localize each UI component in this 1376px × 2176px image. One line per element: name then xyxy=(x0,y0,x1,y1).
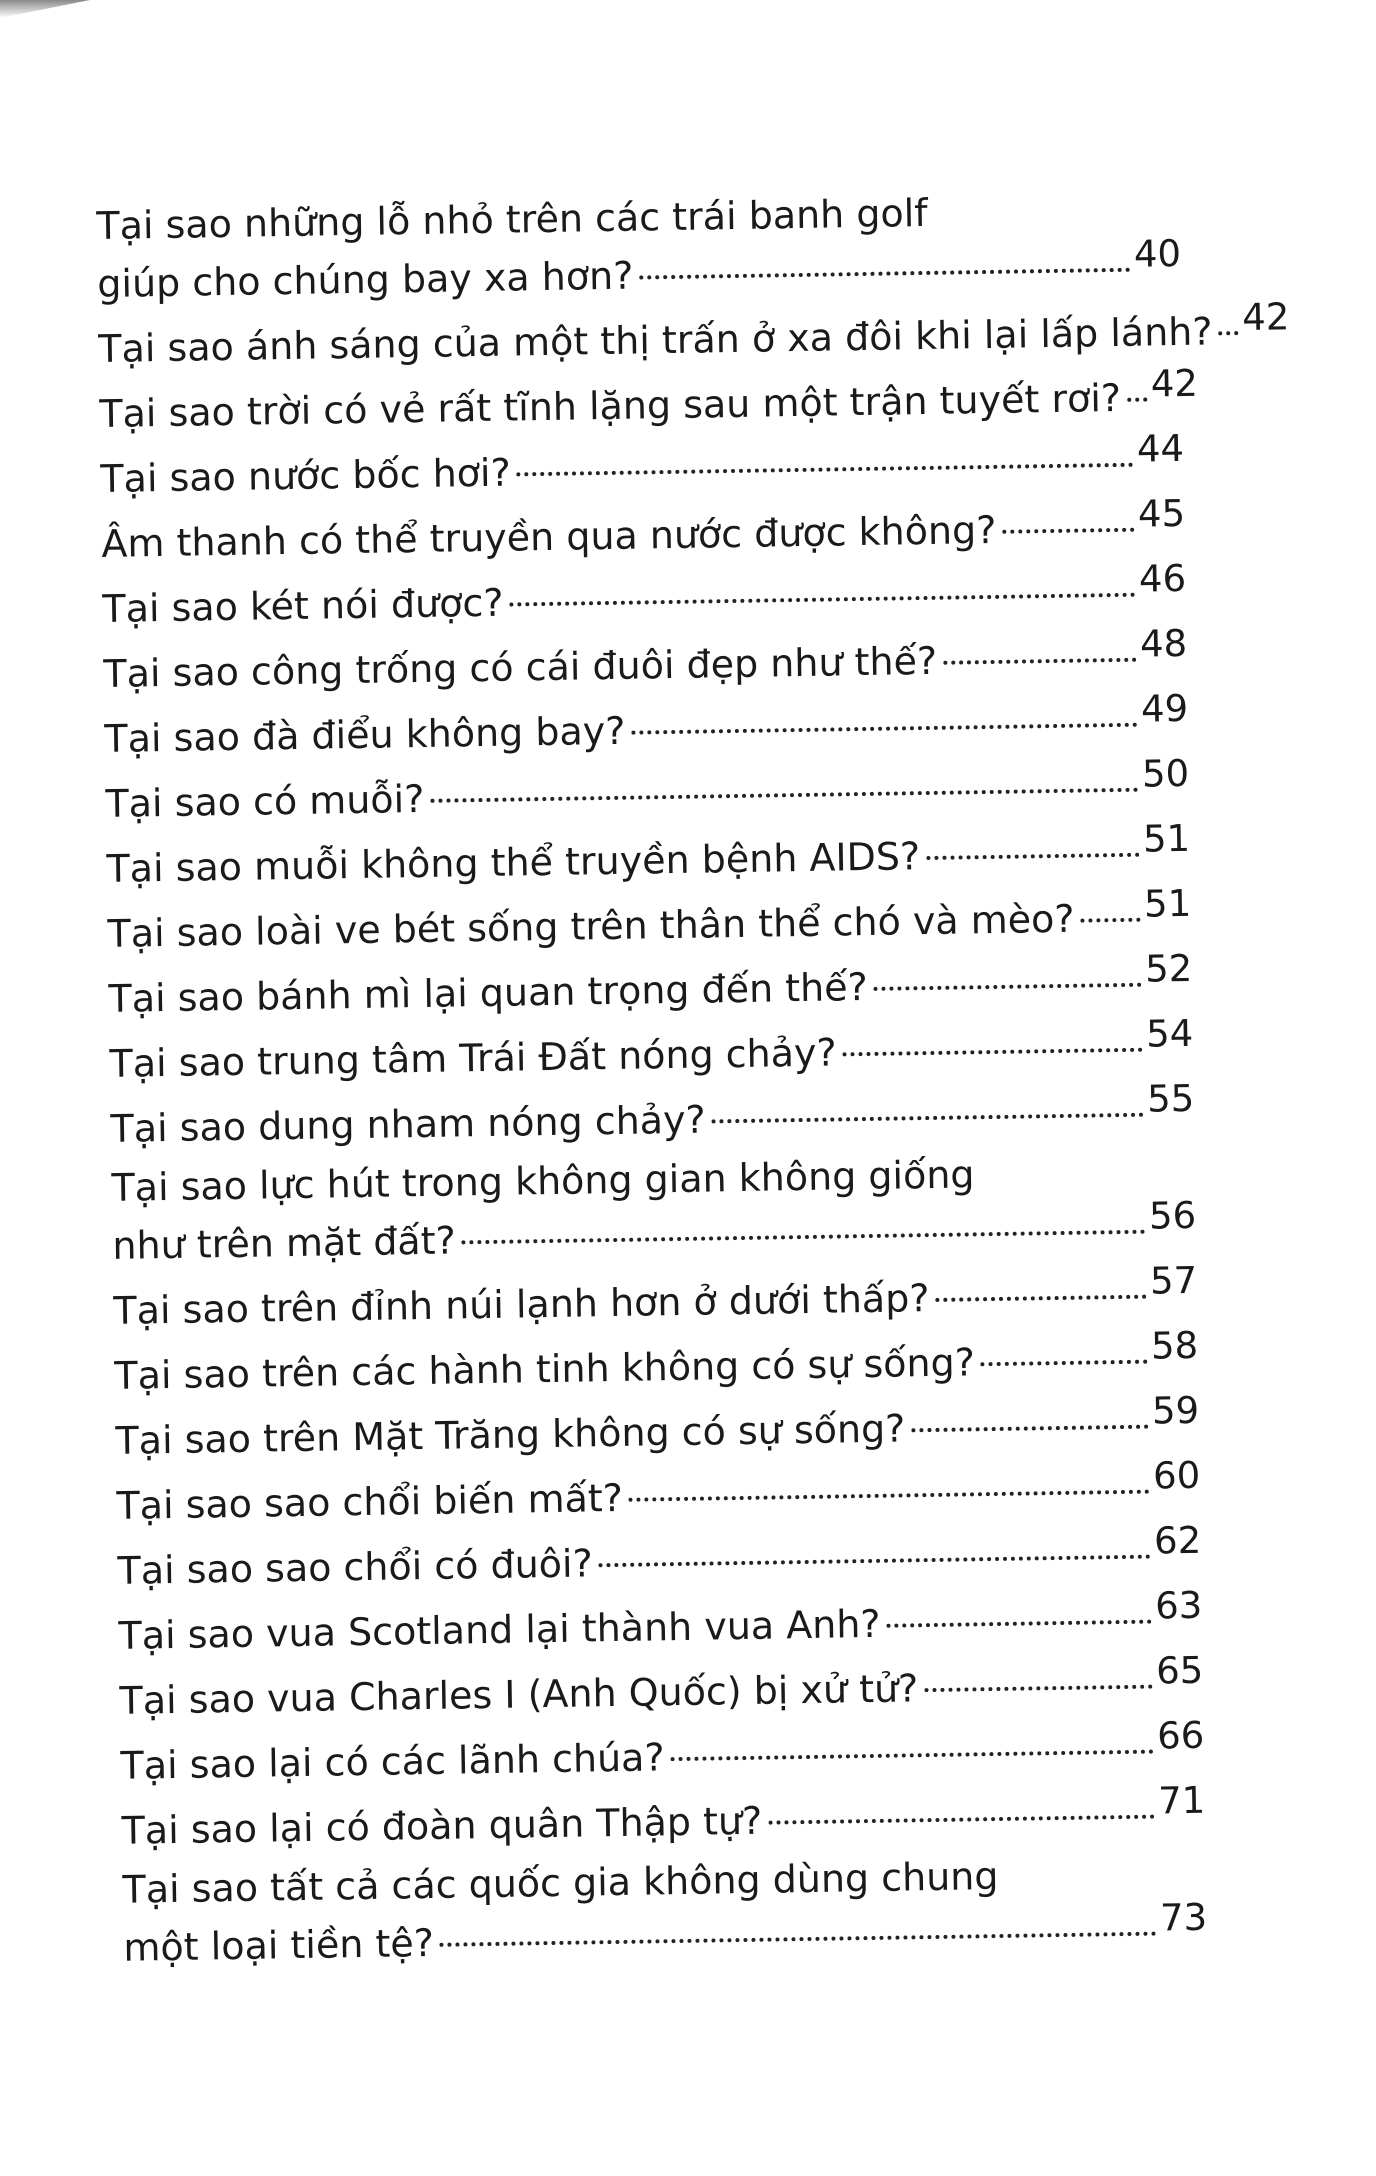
toc-entry-title: Tại sao muỗi không thể truyền bệnh AIDS? xyxy=(106,834,921,891)
toc-entry xyxy=(122,1847,1208,1981)
toc-entry-title: Tại sao ánh sáng của một thị trấn ở xa đôi khi lại lấp lánh? xyxy=(97,309,1213,371)
toc-entry-title: Tại sao lại có đoàn quân Thập tự? xyxy=(121,1798,763,1853)
toc-entry-page: 42 xyxy=(1150,361,1199,406)
toc-entry-page: 63 xyxy=(1154,1583,1203,1628)
toc-entry-title: Tại sao có muỗi? xyxy=(105,776,425,826)
toc-entry-title-line-2: một loại tiền tệ? xyxy=(123,1920,435,1970)
dot-leader xyxy=(981,1360,1147,1367)
toc-entry-title: Tại sao loài ve bét sống trên thân thể chó và mèo? xyxy=(107,896,1075,956)
dot-leader xyxy=(509,593,1135,607)
dot-leader xyxy=(1127,398,1147,402)
dot-leader xyxy=(911,1425,1148,1433)
toc-entry-page: 66 xyxy=(1156,1713,1205,1758)
dot-leader xyxy=(430,788,1138,803)
dot-leader xyxy=(639,268,1130,280)
toc-entry-title: Tại sao lại có các lãnh chúa? xyxy=(120,1735,665,1788)
dot-leader xyxy=(631,723,1137,735)
toc-entry-title: Tại sao nước bốc hơi? xyxy=(100,450,512,501)
toc-entry-page: 65 xyxy=(1155,1648,1204,1693)
dot-leader xyxy=(671,1750,1154,1762)
toc-entry-page: 71 xyxy=(1157,1778,1206,1823)
toc-entry-title: Tại sao công trống có cái đuôi đẹp như thế? xyxy=(103,638,938,696)
toc-entry-title: Âm thanh có thể truyền qua nước được không? xyxy=(101,507,997,566)
dot-leader xyxy=(887,1620,1152,1628)
toc-entry-title: Tại sao trên Mặt Trăng không có sự sống? xyxy=(115,1406,906,1463)
toc-entry-title: Tại sao bánh mì lại quan trọng đến thế? xyxy=(108,964,869,1021)
toc-entry-title-line-1: Tại sao những lỗ nhỏ trên các trái banh golf xyxy=(96,190,928,248)
toc-entry-title: Tại sao trên đỉnh núi lạnh hơn ở dưới thấp? xyxy=(113,1276,930,1333)
dot-leader xyxy=(924,1685,1152,1693)
dot-leader xyxy=(874,983,1142,991)
dot-leader xyxy=(1002,528,1134,534)
scan-corner-shadow xyxy=(0,0,90,18)
toc-entry-page: 57 xyxy=(1149,1258,1198,1303)
toc-entry-title-line-1: Tại sao lực hút trong không gian không giống xyxy=(111,1152,975,1210)
toc-entry-page: 73 xyxy=(1159,1895,1208,1940)
toc-entry-page: 48 xyxy=(1139,621,1188,666)
toc-entry-page: 40 xyxy=(1133,231,1182,276)
toc-entry-page: 52 xyxy=(1144,946,1193,991)
toc-entry-title: Tại sao sao chổi có đuôi? xyxy=(117,1541,594,1593)
toc-entry-page: 51 xyxy=(1143,881,1192,926)
toc-entry-page: 46 xyxy=(1138,556,1187,601)
toc-entry-title-line-1: Tại sao tất cả các quốc gia không dùng chung xyxy=(122,1854,999,1912)
toc-entry-page: 44 xyxy=(1136,426,1185,471)
toc-entry-title-line-2: như trên mặt đất? xyxy=(112,1218,457,1268)
dot-leader xyxy=(462,1230,1146,1245)
dot-leader xyxy=(599,1555,1151,1568)
toc-entry-page: 56 xyxy=(1148,1193,1197,1238)
toc-entry-page: 49 xyxy=(1140,686,1189,731)
toc-entry xyxy=(96,183,1182,317)
toc-entry-page: 59 xyxy=(1151,1388,1200,1433)
toc-entry-title-line-2: giúp cho chúng bay xa hơn? xyxy=(96,253,634,306)
toc-entry-page: 51 xyxy=(1142,816,1191,861)
toc-entry-title: Tại sao vua Scotland lại thành vua Anh? xyxy=(118,1601,881,1658)
toc-entry-title: Tại sao sao chổi biến mất? xyxy=(116,1475,624,1528)
toc-entry-title: Tại sao két nói được? xyxy=(102,580,504,631)
dot-leader xyxy=(926,853,1139,860)
toc-entry-page: 55 xyxy=(1146,1076,1195,1121)
dot-leader xyxy=(629,1490,1149,1502)
toc-entry-page: 42 xyxy=(1241,295,1290,340)
dot-leader xyxy=(843,1048,1143,1057)
toc-entry-page: 62 xyxy=(1153,1518,1202,1563)
dot-leader xyxy=(1081,918,1141,923)
toc-entry-page: 60 xyxy=(1152,1453,1201,1498)
toc-entry-page: 45 xyxy=(1137,491,1186,536)
toc-entry-page: 58 xyxy=(1150,1323,1199,1368)
table-of-contents xyxy=(96,183,1290,1981)
toc-entry xyxy=(111,1145,1197,1279)
toc-entry-title: Tại sao dung nham nóng chảy? xyxy=(110,1097,706,1151)
dot-leader xyxy=(1218,331,1238,335)
toc-entry-title: Tại sao trung tâm Trái Đất nóng chảy? xyxy=(109,1030,837,1086)
dot-leader xyxy=(517,463,1134,477)
dot-leader xyxy=(440,1932,1156,1947)
dot-leader xyxy=(943,658,1136,665)
toc-entry-title: Tại sao đà điểu không bay? xyxy=(104,708,626,761)
toc-entry-title: Tại sao trên các hành tinh không có sự sống? xyxy=(114,1340,976,1398)
toc-entry-title: Tại sao vua Charles I (Anh Quốc) bị xử tử? xyxy=(119,1666,919,1723)
dot-leader xyxy=(712,1113,1144,1124)
toc-entry-page: 50 xyxy=(1141,751,1190,796)
dot-leader xyxy=(768,1815,1154,1825)
dot-leader xyxy=(935,1295,1146,1302)
toc-entry-page: 54 xyxy=(1145,1011,1194,1056)
toc-entry-title: Tại sao trời có vẻ rất tĩnh lặng sau một trận tuyết rơi? xyxy=(99,375,1122,436)
